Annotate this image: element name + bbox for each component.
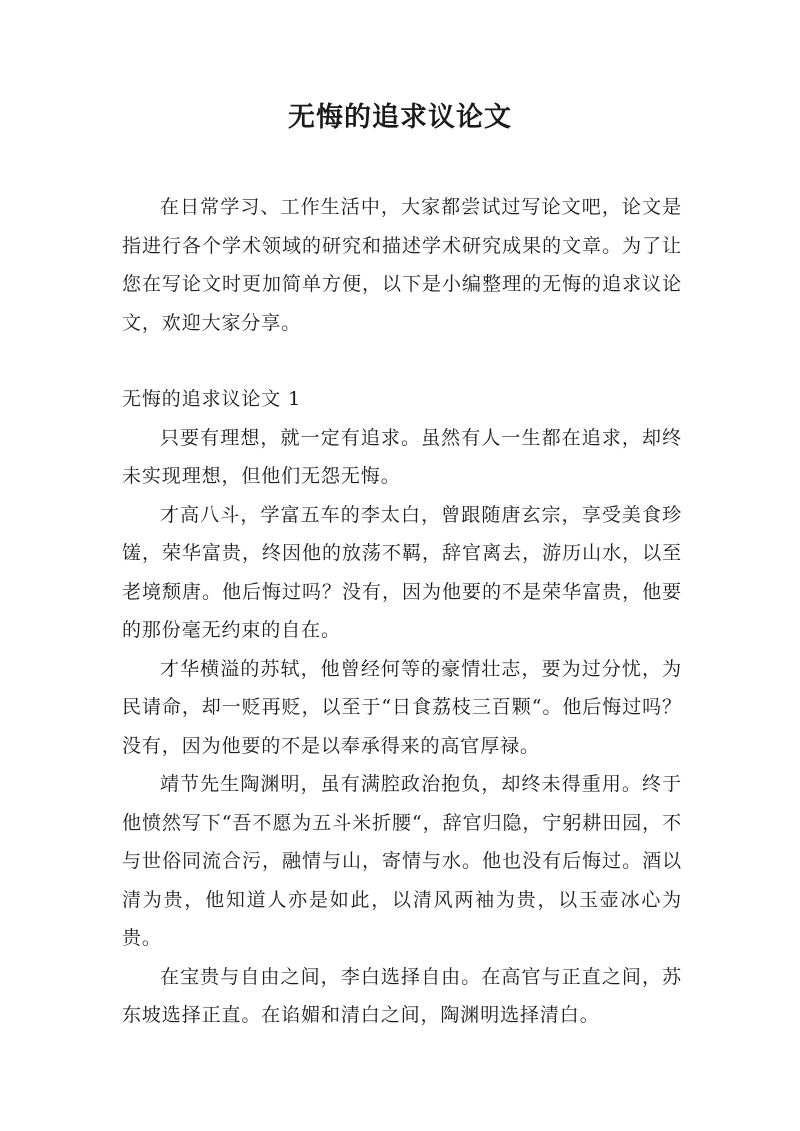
body-paragraph: 只要有理想，就一定有追求。虽然有人一生都在追求，却终未实现理想，但他们无怨无悔。 [122, 426, 682, 487]
document-title: 无悔的追求议论文 [288, 102, 512, 133]
section-heading: 无悔的追求议论文 1 [122, 388, 302, 410]
document-body [122, 188, 682, 1035]
body-paragraph: 才高八斗，学富五车的李太白，曾跟随唐玄宗，享受美食珍馐，荣华富贵，终因他的放荡不羁，辞官离去，游历山水，以至老境颓唐。他后悔过吗？没有，因为他要的不是荣华富贵，他要的那份毫无约束的自在。 [122, 503, 682, 641]
intro-paragraph: 在日常学习、工作生活中，大家都尝试过写论文吧，论文是指进行各个学术领域的研究和描述学术研究成果的文章。为了让您在写论文时更加简单方便，以下是小编整理的无悔的追求议论文，欢迎大家分享。 [122, 196, 682, 334]
body-paragraph: 才华横溢的苏轼，他曾经何等的豪情壮志，要为过分忧，为民请命，却一贬再贬，以至于“日食荔枝三百颗“。他后悔过吗？没有，因为他要的不是以奉承得来的高官厚禄。 [122, 657, 682, 757]
body-paragraph: 靖节先生陶渊明，虽有满腔政治抱负，却终未得重用。终于他愤然写下“吾不愿为五斗米折腰“，辞官归隐，宁躬耕田园，不与世俗同流合污，融情与山，寄情与水。他也没有后悔过。酒以清为贵，他知道人亦是如此，以清风两袖为贵，以玉壶冰心为贵。 [122, 773, 682, 949]
body-paragraph: 在宝贵与自由之间，李白选择自由。在高官与正直之间，苏东坡选择正直。在谄媚和清白之间，陶渊明选择清白。 [122, 965, 682, 1026]
